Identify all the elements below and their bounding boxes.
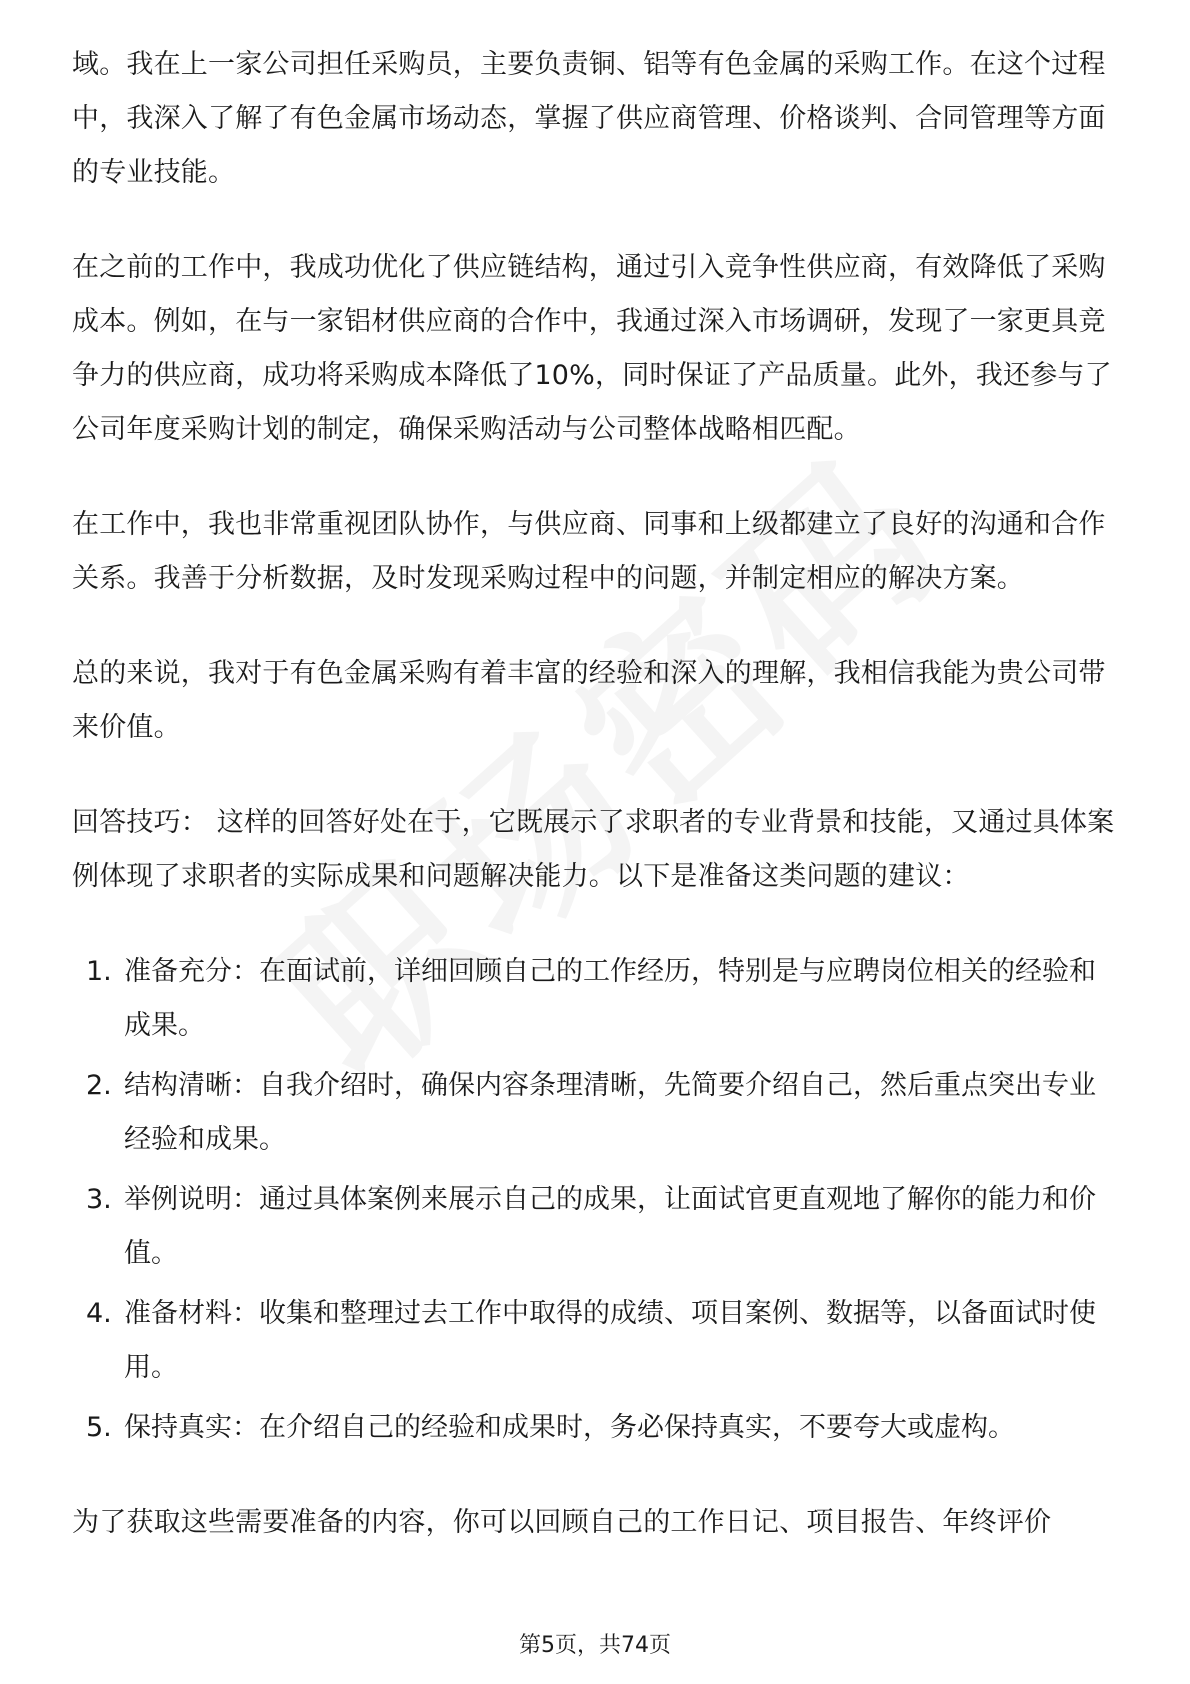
paragraph-experience: 域。我在上一家公司担任采购员，主要负责铜、铝等有色金属的采购工作。在这个过程中，我深入了解了有色金属市场动态，掌握了供应商管理、价格谈判、合同管理等方面的专业技能。 [72, 49, 1106, 188]
list-text: 准备材料：收集和整理过去工作中取得的成绩、项目案例、数据等，以备面试时使用。 [124, 1298, 1096, 1383]
list-text: 准备充分：在面试前，详细回顾自己的工作经历，特别是与应聘岗位相关的经验和成果。 [124, 956, 1096, 1041]
list-text: 保持真实：在介绍自己的经验和成果时，务必保持真实，不要夸大或虚构。 [124, 1412, 1015, 1443]
document-body [72, 38, 1122, 1591]
list-number: 2. [86, 1070, 112, 1101]
list-text: 举例说明：通过具体案例来展示自己的成果，让面试官更直观地了解你的能力和价值。 [124, 1184, 1096, 1269]
tips-list [72, 945, 1122, 1455]
list-item [72, 1287, 1122, 1395]
list-item [72, 1059, 1122, 1167]
paragraph-achievements: 在之前的工作中，我成功优化了供应链结构，通过引入竞争性供应商，有效降低了采购成本。例如，在与一家铝材供应商的合作中，我通过深入市场调研，发现了一家更具竞争力的供应商，成功将采购成本降低了10%，同时保证了产品质量。此外，我还参与了公司年度采购计划的制定，确保采购活动与公司整体战略相匹配。 [72, 252, 1112, 445]
paragraph-answer-tips: 回答技巧： 这样的回答好处在于，它既展示了求职者的专业背景和技能，又通过具体案例体现了求职者的实际成果和问题解决能力。以下是准备这类问题的建议： [72, 807, 1115, 892]
list-item [72, 1401, 1122, 1455]
list-item [72, 1173, 1122, 1281]
list-number: 5. [86, 1412, 112, 1443]
list-item [72, 945, 1122, 1053]
paragraph-teamwork: 在工作中，我也非常重视团队协作，与供应商、同事和上级都建立了良好的沟通和合作关系。我善于分析数据，及时发现采购过程中的问题，并制定相应的解决方案。 [72, 509, 1106, 594]
paragraph-summary: 总的来说，我对于有色金属采购有着丰富的经验和深入的理解，我相信我能为贵公司带来价值。 [72, 658, 1106, 743]
list-number: 3. [86, 1184, 112, 1215]
list-number: 1. [86, 956, 112, 987]
paragraph-preparation: 为了获取这些需要准备的内容，你可以回顾自己的工作日记、项目报告、年终评价 [72, 1507, 1052, 1538]
page-footer: 第5页，共74页 [519, 1633, 671, 1658]
list-number: 4. [86, 1298, 112, 1329]
list-text: 结构清晰：自我介绍时，确保内容条理清晰，先简要介绍自己，然后重点突出专业经验和成果。 [124, 1070, 1096, 1155]
